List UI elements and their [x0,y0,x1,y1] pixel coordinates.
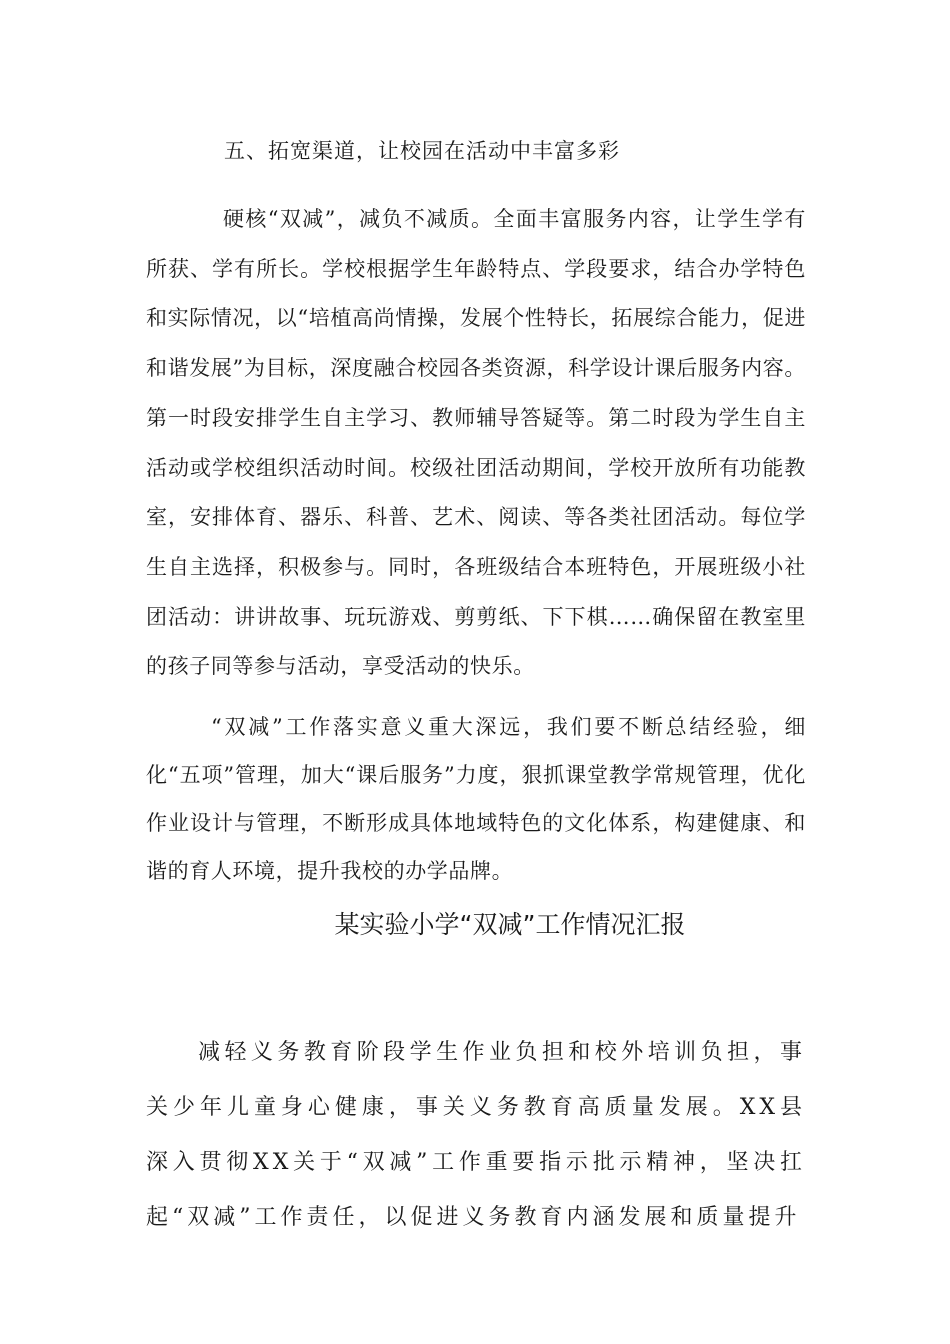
body-paragraph-2: “双减”工作落实意义重大深远，我们要不断总结经验，细化“五项”管理，加大“课后服务”力度，狠抓课堂教学常规管理，优化作业设计与管理，不断形成具体地域特色的文化体系，构建健康、和谐的育人环境，提升我校的办学品牌。 [146,715,806,883]
body-paragraph-3: 减轻义务教育阶段学生作业负担和校外培训负担，事关少年儿童身心健康，事关义务教育高质量发展。XX县深入贯彻XX关于“双减”工作重要指示批示精神，坚决扛起“双减”工作责任，以促进义务教育内涵发展和质量提升 [146,1040,806,1230]
section-heading: 五、拓宽渠道，让校园在活动中丰富多彩 [224,139,620,163]
report-title: 某实验小学“双减”工作情况汇报 [334,910,686,939]
body-paragraph-1: 硬核“双减”，减负不减质。全面丰富服务内容，让学生学有所获、学有所长。学校根据学生年龄特点、学段要求，结合办学特色和实际情况，以“培植高尚情操，发展个性特长，拓展综合能力，促进和谐发展”为目标，深度融合校园各类资源，科学设计课后服务内容。第一时段安排学生自主学习、教师辅导答疑等。第二时段为学生自主活动或学校组织活动时间。校级社团活动期间，学校开放所有功能教室，安排体育、器乐、科普、艺术、阅读、等各类社团活动。每位学生自主选择，积极参与。同时，各班级结合本班特色，开展班级小社团活动：讲讲故事、玩玩游戏、剪剪纸、下下棋……确保留在教室里的孩子同等参与活动，享受活动的快乐。 [146,207,806,679]
